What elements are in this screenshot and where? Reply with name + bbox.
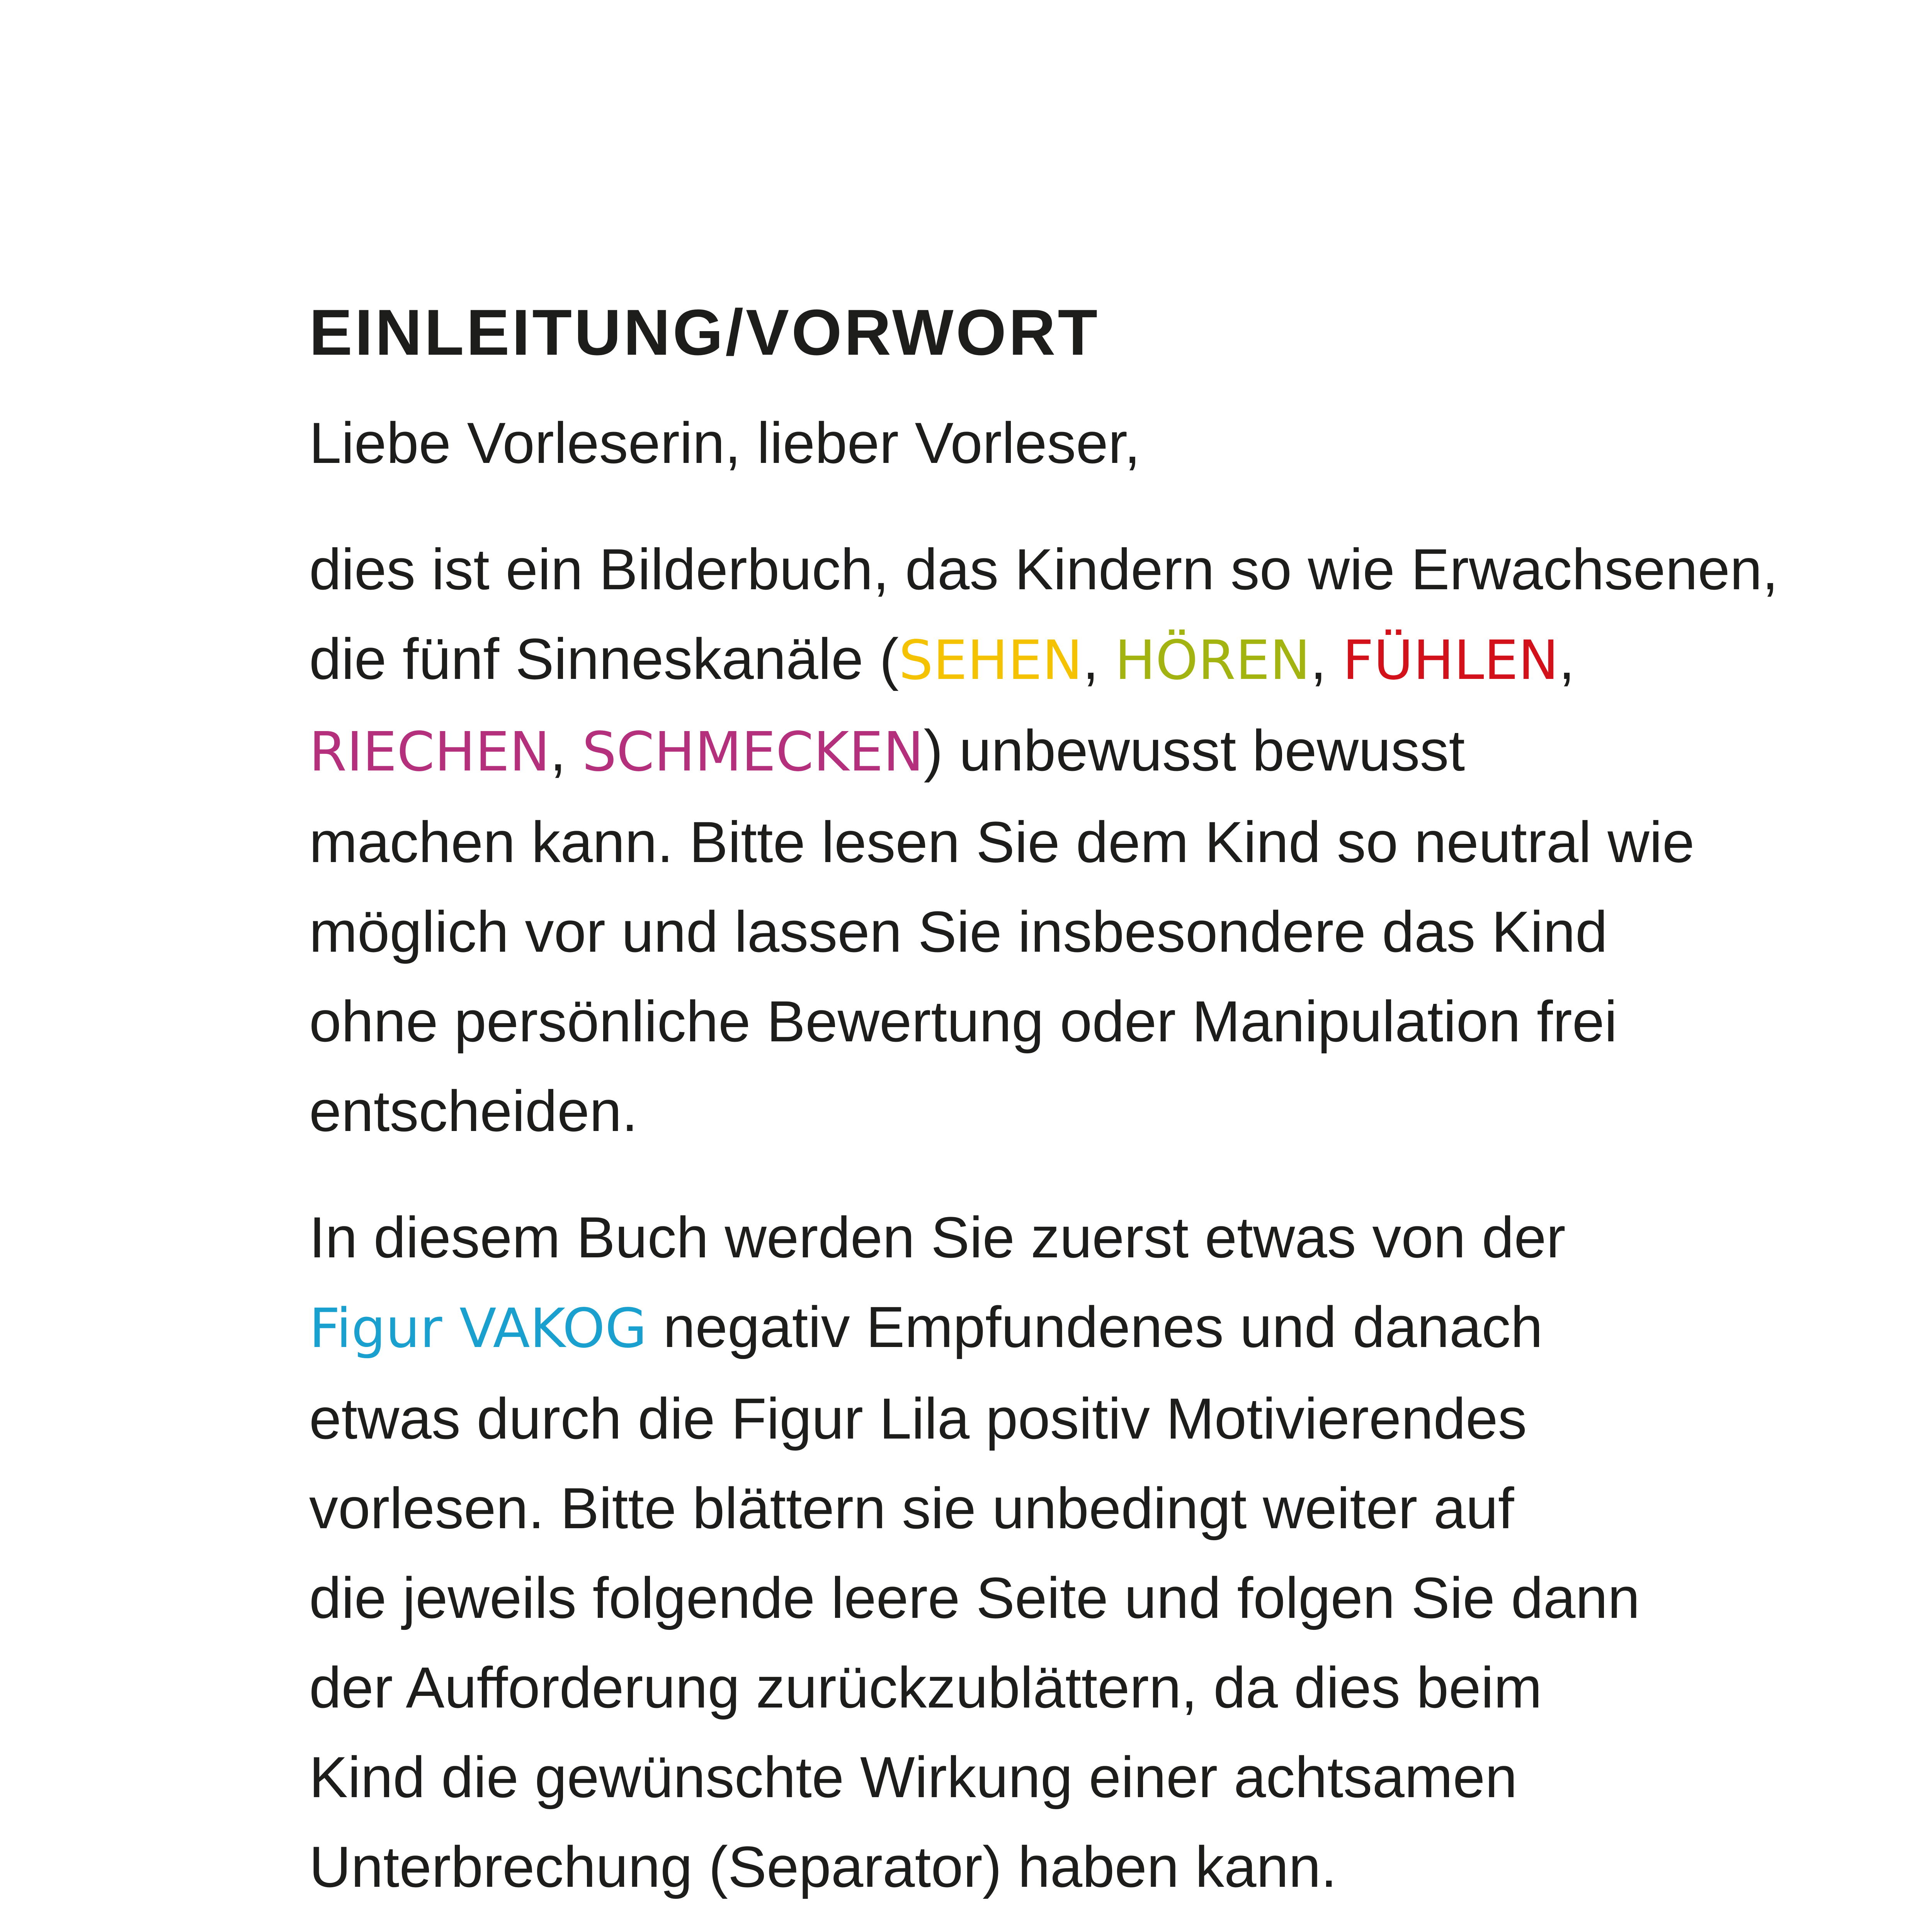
sense-separator-4: , — [550, 718, 582, 783]
paragraph-instructions-line-4: vorlesen. Bitte blättern sie unbedingt weiter auf — [309, 1476, 1514, 1541]
page-title: EINLEITUNG/VORWORT — [309, 296, 1100, 369]
paragraph-instructions-line-8: Unterbrechung (Separator) haben kann. — [309, 1834, 1337, 1899]
page-content — [309, 294, 1779, 1932]
sense-separator-3: , — [1558, 626, 1575, 691]
senses-lead-text: die fünf Sinneskanäle ( — [309, 626, 899, 691]
sense-separator-2: , — [1310, 626, 1343, 691]
sense-hoeren: HÖREN — [1115, 629, 1311, 692]
sense-schmecken: SCHMECKEN — [582, 721, 924, 784]
figure-trail-text: negativ Empfundenes und danach — [647, 1294, 1543, 1359]
sense-fuehlen: FÜHLEN — [1342, 629, 1559, 692]
paragraph-instructions-line-6: der Aufforderung zurückzublättern, da dies beim — [309, 1655, 1542, 1720]
paragraph-intro-line-1: dies ist ein Bilderbuch, das Kindern so wie Erwachsenen, — [309, 537, 1779, 602]
paragraph-instructions — [309, 1192, 1739, 1912]
paragraph-instructions-line-2 — [309, 1282, 1739, 1374]
paragraph-intro-line-6: ohne persönliche Bewertung oder Manipulation frei — [309, 989, 1617, 1054]
paragraph-intro-line-7: entscheiden. — [309, 1078, 638, 1143]
senses-trail-text: ) unbewusst bewusst — [923, 718, 1465, 783]
paragraph-instructions-line-1: In diesem Buch werden Sie zuerst etwas von der — [309, 1205, 1566, 1270]
paragraph-intro-line-4: machen kann. Bitte lesen Sie dem Kind so neutral wie — [309, 810, 1695, 874]
paragraph-intro-line-2 — [309, 614, 1739, 706]
paragraph-instructions-line-7: Kind die gewünschte Wirkung einer achtsamen — [309, 1745, 1517, 1810]
paragraph-instructions-line-3: etwas durch die Figur Lila positiv Motivierendes — [309, 1386, 1527, 1451]
sense-separator-1: , — [1082, 626, 1115, 691]
sense-sehen: SEHEN — [899, 629, 1083, 692]
paragraph-instructions-line-5: die jeweils folgende leere Seite und folgen Sie dann — [309, 1565, 1640, 1630]
paragraph-intro-line-5: möglich vor und lassen Sie insbesondere das Kind — [309, 899, 1608, 964]
figure-vakog-name: Figur VAKOG — [309, 1297, 647, 1360]
paragraph-intro-line-3 — [309, 706, 1739, 797]
salutation: Liebe Vorleserin, lieber Vorleser, — [309, 410, 1141, 475]
paragraph-intro — [309, 524, 1779, 1156]
sense-riechen: RIECHEN — [309, 721, 550, 784]
